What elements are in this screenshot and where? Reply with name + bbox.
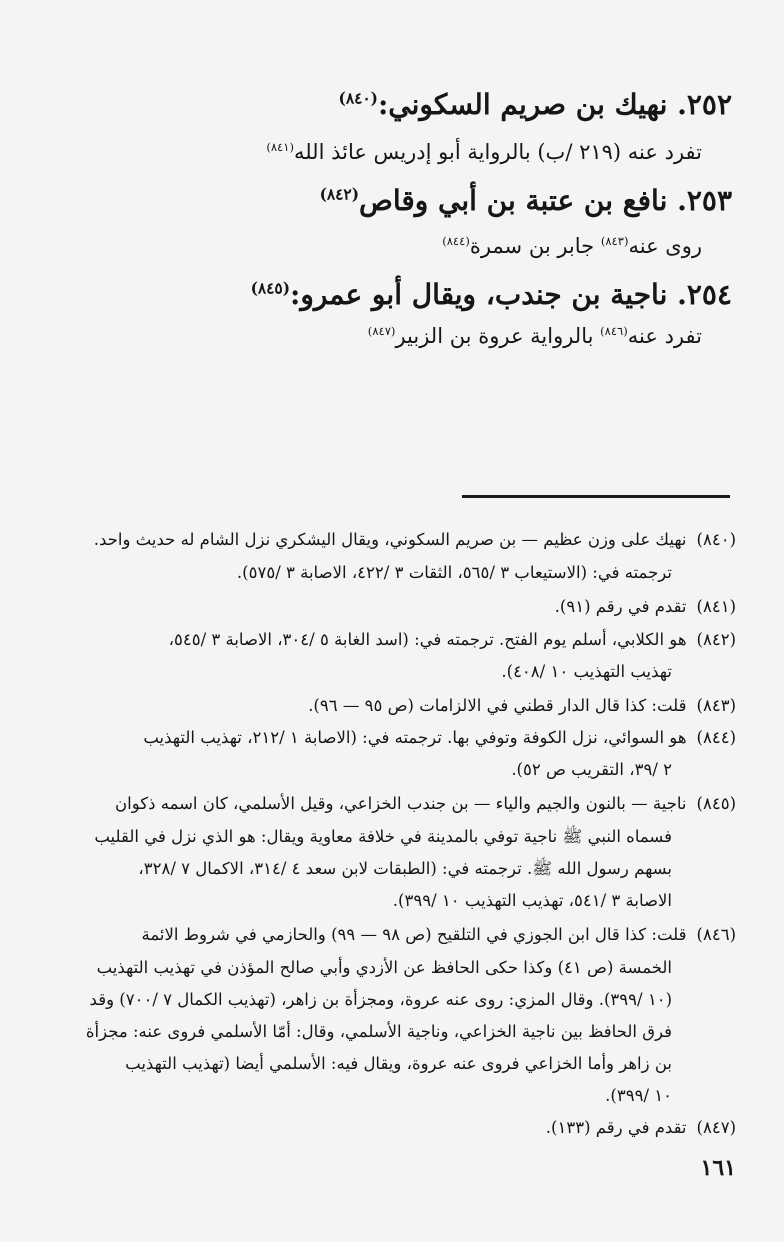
footnote-text: فرق الحافظ بين ناجية الخزاعي، وناجية الأسلمي، وقال: أمّا الأسلمي فروى عنه: مجزأة [85,1022,672,1041]
footnote-ref: (٨٤٧) [367,324,396,338]
footnote [143,728,736,747]
footnote [169,630,736,649]
entry-narration [368,324,702,348]
footnote-number: (٨٤٥) [696,794,736,813]
footnote-ref: (٨٤٦) [600,324,628,338]
footnote-text: ترجمته في: (الاستيعاب ٣ /٥٦٥، الثقات ٣ /٤٢٢، الاصابة ٣ /٥٧٥). [236,563,672,582]
footnote-text: هو الكلابي، أسلم يوم الفتح. ترجمته في: (اسد الغابة ٥ /٣٠٤، الاصابة ٣ /٥٤٥، [168,630,687,649]
footnote [308,696,736,715]
narration-text: جابر بن سمرة [469,234,601,258]
footnote-text: فسماه النبي ﷺ ناجية توفي بالمدينة في خلافة معاوية ويقال: هو الذي نزل في القليب [94,827,672,846]
footnote [142,925,737,944]
footnote [546,1118,736,1137]
footnote-text: قلت: كذا قال الدار قطني في الالزامات (ص ٩٥ — ٩٦). [308,696,687,715]
footnote-number: (٨٤٤) [696,728,736,747]
footnote-text: (١٠ /٣٩٩). وقال المزي: روى عنه عروة، ومجزأة بن زاهر، (تهذيب الكمال ٧ /٧٠٠) وقد [89,990,672,1009]
footnote-number: (٨٤٢) [696,630,736,649]
footnote-text: تقدم في رقم (١٣٣). [545,1118,687,1137]
footnote-ref: (٨٤٢) [319,185,359,204]
footnote-text: الاصابة ٣ /٥٤١، تهذيب التهذيب ١٠ /٣٩٩). [392,891,672,910]
footnote-text: بن زاهر وأما الخزاعي فروى عنه عروة، ويقال فيه: الأسلمي أيضا (تهذيب التهذيب [125,1054,672,1073]
page-number: ١٦١ [700,1155,736,1181]
footnote [115,794,736,813]
footnote-number: (٨٤١) [696,597,736,616]
entry-title [339,88,732,121]
footnote [94,530,736,549]
footnote-ref: (٨٤٠) [338,89,378,108]
footnote-ref: (٨٤٤) [442,234,470,248]
entry-title [251,278,732,311]
entry-title [320,184,732,217]
narration-text: تفرد عنه (٢١٩ /ب) بالرواية أبو إدريس عائذ الله [293,140,702,164]
entry-title-text: ٢٥٢. نهيك بن صريم السكوني: [377,88,732,121]
footnote-text: الخمسة (ص ٤١) وكذا حكى الحافظ عن الأزدي وأبي صالح المؤذن في تهذيب التهذيب [96,958,672,977]
footnote-text: ٢ /٣٩، التقريب ص ٥٢). [511,760,672,779]
narration-text: بالرواية عروة بن الزبير [395,324,601,348]
footnote-text: ١٠ /٣٩٩). [605,1086,672,1105]
footnote [555,597,736,616]
footnote-text: ناجية — بالنون والجيم والياء — بن جندب الخزاعي، وقيل الأسلمي، كان اسمه ذكوان [115,794,687,813]
footnote-number: (٨٤٠) [696,530,736,549]
narration-text: روى عنه [628,234,702,258]
entry-narration [442,234,702,258]
entry-title-text: ٢٥٣. نافع بن عتبة بن أبي وقاص [358,184,732,217]
footnote-text: نهيك على وزن عظيم — بن صريم السكوني، ويقال اليشكري نزل الشام له حديث واحد. [93,530,687,549]
narration-text: تفرد عنه [627,324,702,348]
footnote-text: قلت: كذا قال ابن الجوزي في التلقيح (ص ٩٨ — ٩٩) والحازمي في شروط الائمة [141,925,687,944]
footnote-text: هو السوائي، نزل الكوفة وتوفي بها. ترجمته في: (الاصابة ١ /٢١٢، تهذيب التهذيب [143,728,687,747]
footnote-text: تهذيب التهذيب ١٠ /٤٠٨). [501,662,672,681]
footnote-ref: (٨٤٣) [600,234,629,248]
footnote-text: تقدم في رقم (٩١). [554,597,687,616]
entry-narration [266,140,702,164]
footnote-number: (٨٤٦) [696,925,736,944]
entry-title-text: ٢٥٤. ناجية بن جندب، ويقال أبو عمرو: [289,278,732,311]
footnote-divider [462,495,730,498]
footnote-number: (٨٤٣) [696,696,736,715]
footnote-ref: (٨٤١) [266,140,294,154]
footnote-number: (٨٤٧) [696,1118,736,1137]
footnote-text: بسهم رسول الله ﷺ. ترجمته في: (الطبقات لابن سعد ٤ /٣١٤، الاكمال ٧ /٣٢٨، [138,859,672,878]
footnote-ref: (٨٤٥) [250,279,290,298]
